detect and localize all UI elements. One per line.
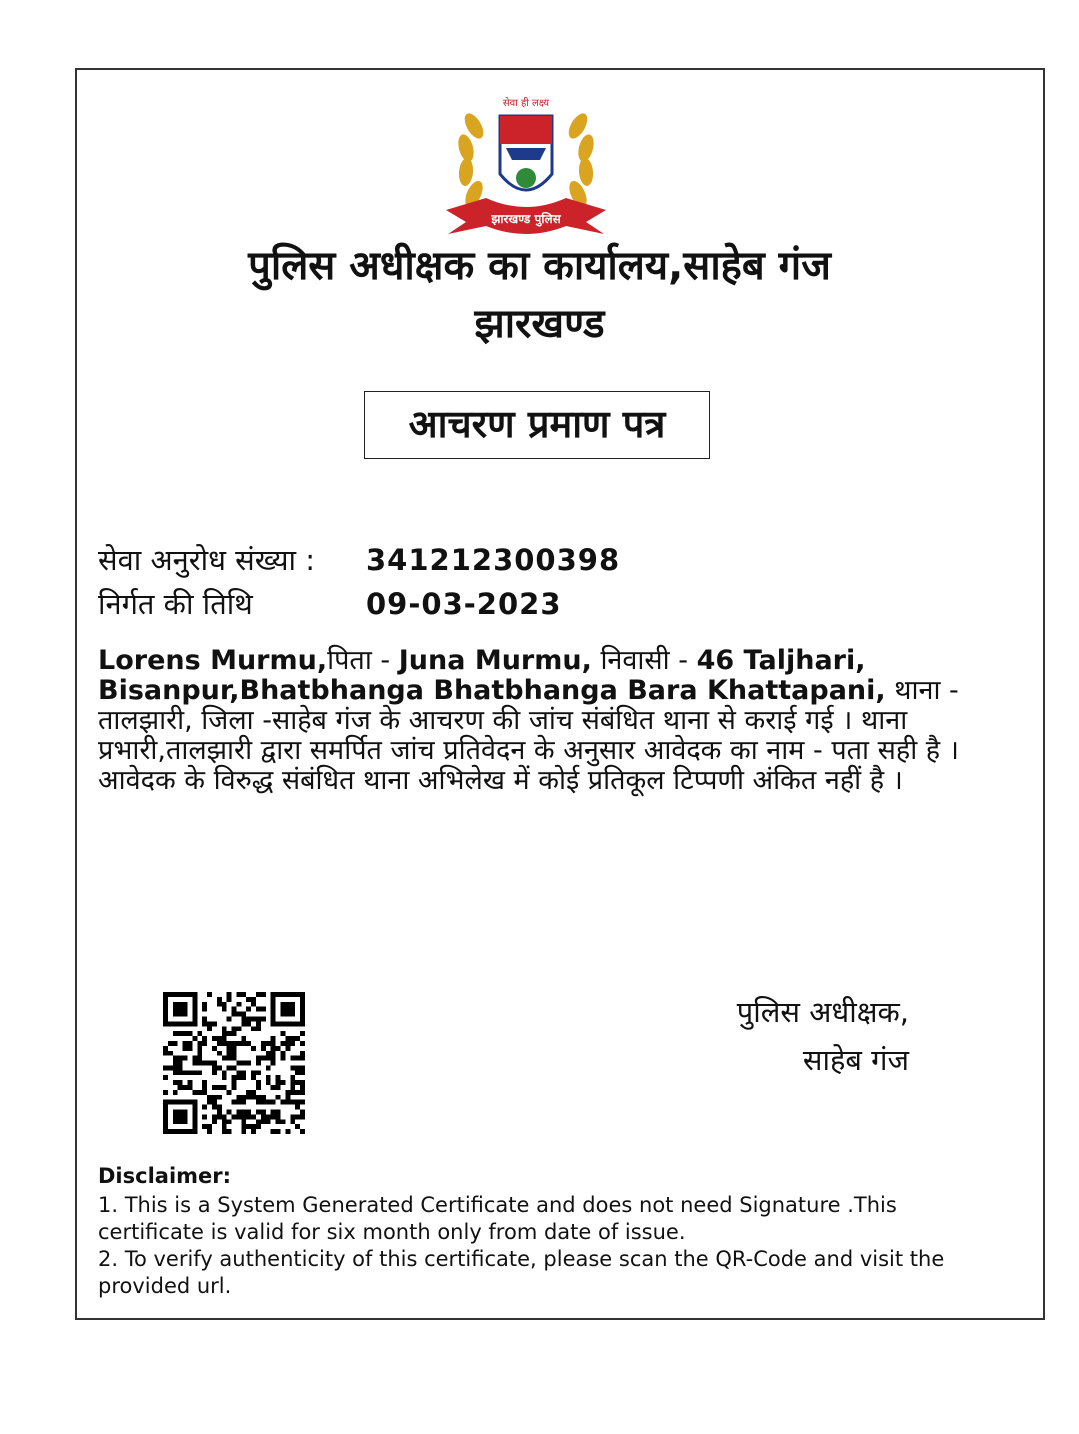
disclaimer-item-2: 2. To verify authenticity of this certificate, please scan the QR-Code and visit the provided url. [98,1247,945,1298]
service-request-row [98,540,621,580]
district-label: जिला - [192,705,272,736]
issue-date-row [98,584,562,624]
qr-code-icon[interactable] [163,992,305,1134]
applicant-name: Lorens Murmu, [98,645,328,676]
issue-date-label: निर्गत की तिथि [98,587,253,621]
certificate-title: आचरण प्रमाण पत्र [364,391,710,459]
signatory-title: पुलिस अधीक्षक, [736,995,909,1029]
service-request-number: 341212300398 [366,543,621,577]
resident-label: निवासी - [591,645,697,676]
applicant-address: 46 Taljhari, Bisanpur,Bhatbhanga Bhatbhanga Bara Khattapani, [98,645,886,706]
emblem-banner: झारखण्ड पुलिस [491,212,561,226]
station-name: तालझारी, [98,705,193,736]
office-title: पुलिस अधीक्षक का कार्यालय,साहेब गंज [248,243,831,289]
state-title: झारखण्ड [474,301,605,347]
father-name: Juna Murmu, [398,645,592,676]
father-label: पिता - [327,645,399,676]
service-request-label: सेवा अनुरोध संख्या : [98,543,316,577]
disclaimer-title: Disclaimer: [98,1164,232,1188]
certificate-body [98,646,1033,796]
jharkhand-police-emblem-icon [436,86,616,246]
issue-date-value: 09-03-2023 [366,587,562,621]
emblem-motto: सेवा ही लक्ष्य [502,98,550,109]
signatory-district: साहेब गंज [802,1043,909,1077]
disclaimer-item-1: 1. This is a System Generated Certificate and does not need Signature .This certificate is valid for six month only from date of issue. [98,1193,897,1244]
body-remainder: साहेब गंज के आचरण की जांच संबंधित थाना से कराई गई । थाना प्रभारी,तालझारी द्वारा समर्पित जांच प्रतिवेदन के अनुसार आवेदक का नाम - पता सही है । आवेदक के विरुद्ध संबंधित थाना अभिलेख में कोई प्रतिकूल टिप्पणी अंकित नहीं है । [98,705,959,796]
station-label: थाना - [885,675,959,706]
